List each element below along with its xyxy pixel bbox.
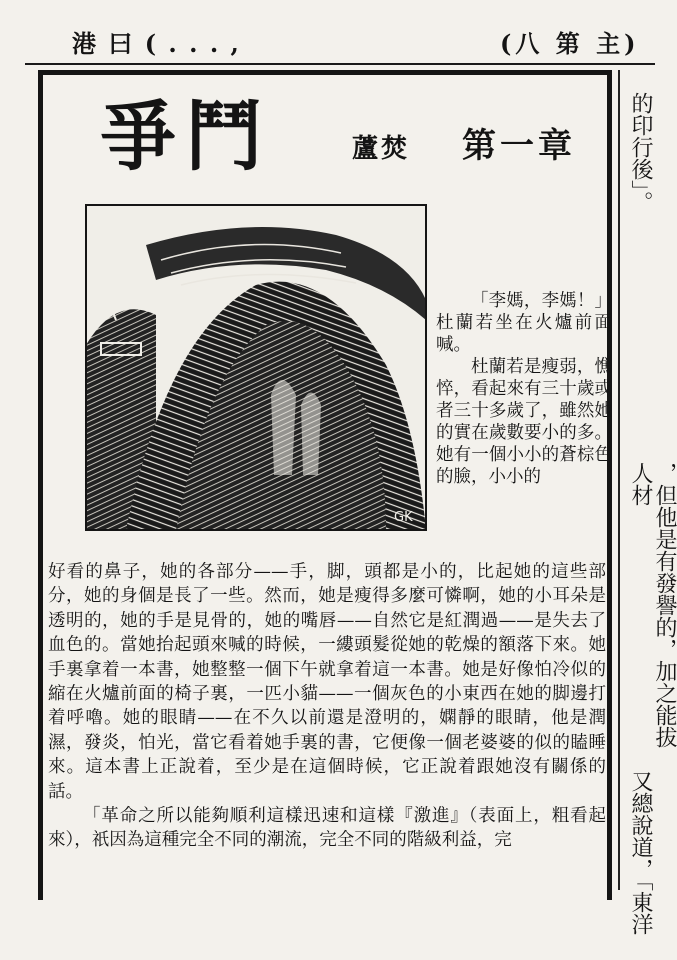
side-paragraph: 「李媽，李媽！」杜蘭若坐在火爐前面喊。 <box>436 291 612 355</box>
body-paragraph: 好看的鼻子，她的各部分——手，脚，頭都是小的，比起她的這些部分，她的身個是長了一些。然而，她是瘦得多麼可憐啊，她的小耳朵是透明的，她的手是見骨的，她的嘴唇——自然它是紅潤過——是失去了血色的。當她抬起頭來喊的時候，一縷頭髮從她的乾燥的額落下來。她手裏拿着一本書，她整整一個下午就拿着這一本書。她是好像怕冷似的縮在火爐前面的椅子裏，一匹小貓——一個灰色的小東西在她的脚邊打着呼嚕。她的眼睛——在不久以前還是澄明的，嫻靜的眼睛，他是潤濕，發炎，怕光，當它看着她手裏的書，它便像一個老婆婆的似的瞌睡來。這本書上正說着，至少是在這個時候，它正說着跟她沒有關係的話。 <box>48 562 606 802</box>
side-paragraph: 杜蘭若是瘦弱，憔悴，看起來有三十歲或者三十多歲了，雖然她的實在歲數要小的多。她有一個小小的蒼棕色的臉，小小的 <box>436 357 612 487</box>
adjacent-column-top-text: 的印行後」。 <box>628 92 653 213</box>
chapter-heading: 第一章 <box>462 126 576 166</box>
adjacent-column-bottom-text: 又總說道，「東洋 <box>628 770 653 935</box>
adjacent-column <box>614 70 677 935</box>
body-paragraph: 「革命之所以能夠順利這樣迅速和這樣『激進』（表面上，粗看起來），祇因為這種完全不同的潮流，完全不同的階級利益，完 <box>48 806 606 851</box>
article-title: 爭鬥 <box>100 92 272 181</box>
header-right-text: (八 第 主) <box>500 29 640 58</box>
article-author: 蘆焚 <box>352 134 411 164</box>
adjacent-column-middle-text: ，但他是有發譽的，加之能拔人材 <box>628 462 677 748</box>
body-text-block <box>48 560 606 853</box>
illustrator-signature: GK <box>394 510 413 525</box>
woodcut-illustration <box>86 205 426 530</box>
column-divider <box>618 70 620 890</box>
header-left-text: 港 曰 ( . . . , <box>72 29 241 58</box>
page-header <box>0 18 655 62</box>
side-text-block <box>436 290 612 488</box>
header-rule <box>25 63 655 65</box>
